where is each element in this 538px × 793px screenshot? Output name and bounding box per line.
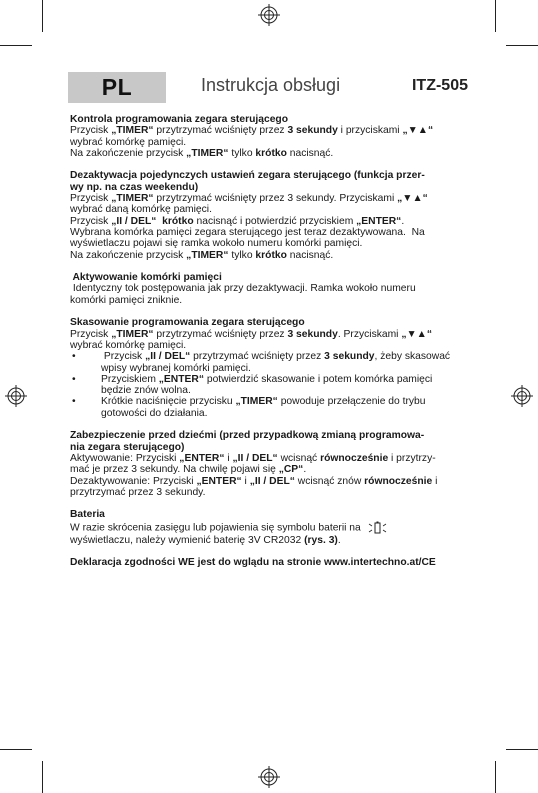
bullet-icon: • [72, 373, 76, 385]
section-heading: Skasowanie programowania zegara sterującego [70, 317, 305, 329]
bullet-icon: • [72, 351, 76, 363]
section-heading: nia zegara sterującego) [70, 441, 185, 453]
section-heading: Zabezpieczenie przed dziećmi (przed przypadkową zmianą programowa- [70, 430, 425, 442]
section-childlock [70, 430, 470, 498]
section-heading: Bateria [70, 509, 105, 521]
paragraph-line: wybrać daną komórkę pamięci. [70, 204, 212, 216]
section-heading: Kontrola programowania zegara sterującego [70, 114, 289, 125]
paragraph-line: komórki pamięci zniknie. [70, 294, 183, 306]
paragraph-line: wyświetlaczu pojawi się ramka wokoło numeru komórki pamięci. [70, 238, 363, 250]
model-number: ITZ-505 [411, 77, 468, 94]
paragraph-line: przytrzymać przez 3 sekundy. [70, 486, 206, 498]
list-item: • Krótkie naciśnięcie przycisku „TIMER“ powoduje przełączenie do trybu gotowości do działania. [72, 396, 426, 419]
crop-mark [495, 0, 496, 32]
list-item: • Przyciskiem „ENTER“ potwierdzić skasowanie i potem komórka pamięci będzie znów wolna. [72, 373, 433, 397]
crop-mark [0, 749, 32, 750]
crop-mark [506, 45, 538, 46]
crop-mark [0, 45, 32, 46]
crop-mark [42, 0, 43, 32]
crop-mark [42, 761, 43, 793]
paragraph-line: Przycisk „TIMER“ przytrzymać wciśnięty przez 3 sekundy. Przyciskami „▼▲“ [70, 193, 428, 205]
section-battery [70, 509, 470, 546]
paragraph-line: Wybrana komórka pamięci zegara sterującego jest teraz dezaktywowana. Na [70, 226, 425, 238]
section-heading: wy np. na czas weekendu) [70, 181, 199, 193]
section-heading: Dezaktywacja pojedynczych ustawień zegara sterującego (funkcja przer- [70, 170, 425, 182]
paragraph-line: wybrać komórkę pamięci. [70, 136, 187, 148]
paragraph-line: Na zakończenie przycisk „TIMER“ tylko krótko nacisnąć. [70, 147, 334, 159]
registration-mark-icon [258, 766, 280, 788]
paragraph-line: Przycisk „II / DEL“ krótko nacisnąć i potwierdzić przyciskiem „ENTER“. [70, 215, 405, 227]
paragraph-line: Dezaktywowanie: Przyciski „ENTER“ i „II / DEL“ wcisnąć znów równocześnie i [70, 475, 438, 487]
list-item: • Przycisk „II / DEL“ przytrzymać wciśnięty przez 3 sekundy, żeby skasować wpisy wybranej komórki pamięci. [72, 351, 451, 374]
language-badge: PL [68, 72, 166, 103]
section-delete [70, 317, 470, 419]
paragraph-line: Identyczny tok postępowania jak przy dezaktywacji. Ramka wokoło numeru [70, 283, 416, 295]
section-control [70, 114, 470, 159]
registration-mark-icon [258, 4, 280, 26]
crop-mark [506, 749, 538, 750]
bullet-icon: • [72, 396, 76, 408]
declaration-text: Deklaracja zgodności WE jest do wglądu na stronie www.intertechno.at/CE [70, 557, 436, 569]
battery-icon [367, 521, 389, 535]
registration-mark-icon [511, 385, 533, 407]
paragraph-line: wybrać komórkę pamięci. [70, 339, 187, 351]
crop-mark [495, 761, 496, 793]
paragraph-line: wyświetlaczu, należy wymienić baterię 3V CR2032 (rys. 3). [70, 534, 341, 546]
paragraph-line: mać je przez 3 sekundy. Na chwilę pojawi się „CP“. [70, 464, 307, 476]
manual-content [70, 114, 470, 580]
section-declaration [70, 557, 470, 568]
paragraph-line: Przycisk „TIMER“ przytrzymać wciśnięty przez 3 sekundy i przyciskami „▼▲“ [70, 125, 434, 137]
section-heading: Aktywowanie komórki pamięci [70, 272, 222, 284]
paragraph-line: Na zakończenie przycisk „TIMER“ tylko krótko nacisnąć. [70, 249, 334, 261]
section-activate [70, 272, 470, 306]
section-deactivate [70, 170, 470, 260]
paragraph-line: W razie skrócenia zasięgu lub pojawienia się symbolu baterii na [70, 521, 470, 535]
paragraph-line: Aktywowanie: Przyciski „ENTER“ i „II / DEL“ wcisnąć równocześnie i przytrzy- [70, 452, 436, 464]
paragraph-line: Przycisk „TIMER“ przytrzymać wciśnięty przez 3 sekundy. Przyciskami „▼▲“ [70, 328, 433, 340]
page-title: Instrukcja obsługi [201, 75, 341, 95]
bullet-list [70, 351, 470, 419]
page-header [68, 72, 470, 103]
registration-mark-icon [5, 385, 27, 407]
